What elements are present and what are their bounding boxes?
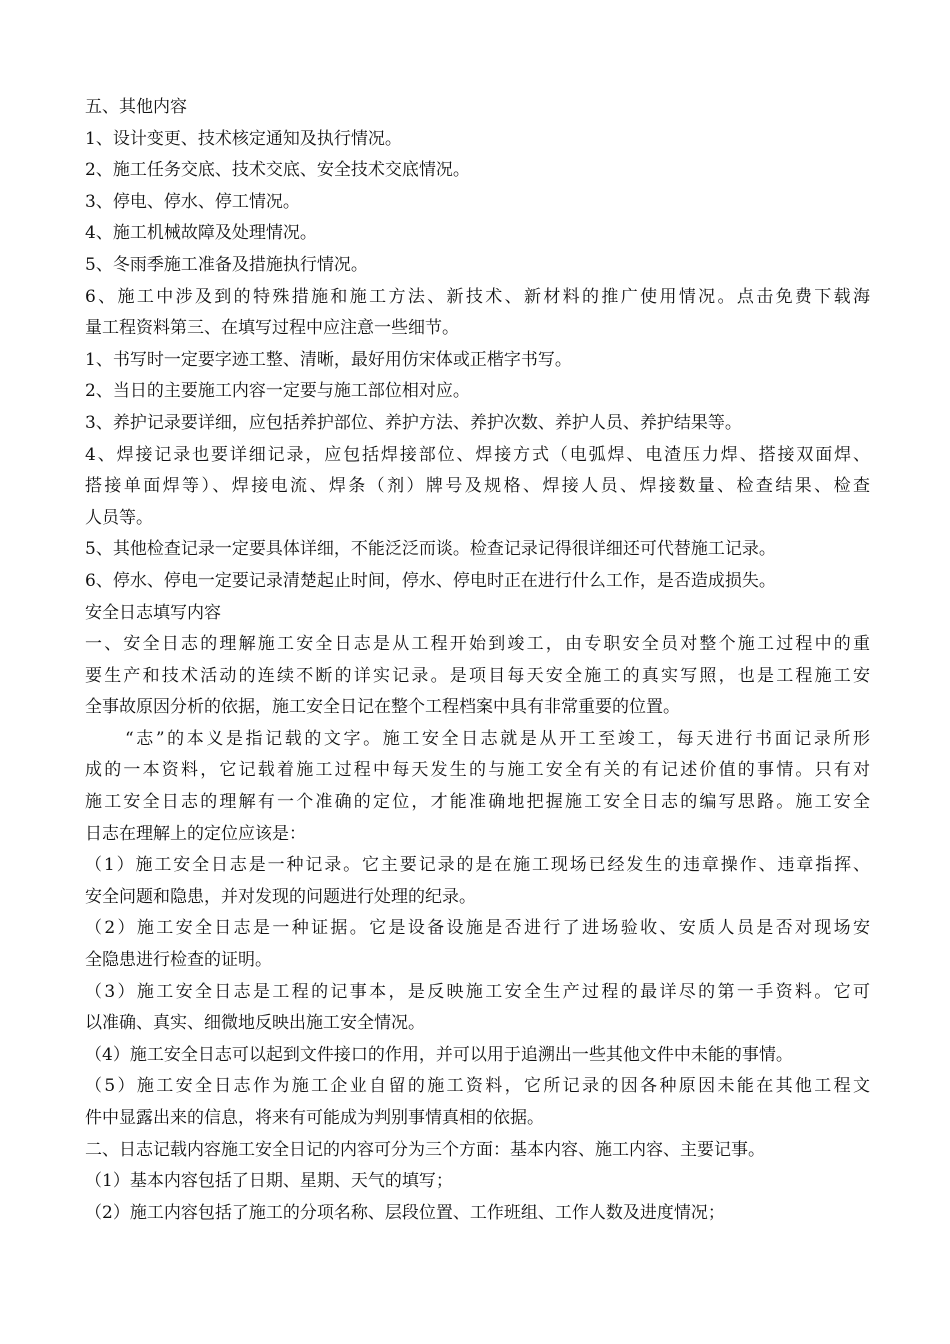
text-line: 以准确、真实、细微地反映出施工安全情况。 — [85, 1013, 425, 1034]
text-line: 二、日志记载内容施工安全日记的内容可分为三个方面：基本内容、施工内容、主要记事。 — [85, 1139, 765, 1160]
text-line: （1）施工安全日志是一种记录。它主要记录的是在施工现场已经发生的违章操作、违章指挥、 — [85, 855, 870, 876]
section-heading: 安全日志填写内容 — [85, 602, 221, 623]
text-line: 3、停电、停水、停工情况。 — [85, 191, 300, 212]
text-line: 3、养护记录要详细，应包括养护部位、养护方法、养护次数、养护人员、养护结果等。 — [85, 412, 742, 433]
text-line: 2、施工任务交底、技术交底、安全技术交底情况。 — [85, 160, 470, 181]
text-line: （3）施工安全日志是工程的记事本，是反映施工安全生产过程的最详尽的第一手资料。它可 — [85, 981, 870, 1002]
text-line: 4、施工机械故障及处理情况。 — [85, 223, 317, 244]
section-heading: 五、其他内容 — [85, 97, 187, 117]
text-line: （2）施工安全日志是一种证据。它是设备设施是否进行了进场验收、安质人员是否对现场安 — [85, 918, 870, 939]
text-line: “志”的本义是指记载的文字。施工安全日志就是从开工至竣工，每天进行书面记录所形 — [125, 728, 870, 749]
text-line: （4）施工安全日志可以起到文件接口的作用，并可以用于追溯出一些其他文件中未能的事情。 — [85, 1044, 793, 1065]
text-line: 人员等。 — [85, 507, 153, 528]
text-line: 件中显露出来的信息，将来有可能成为判别事情真相的依据。 — [85, 1108, 544, 1128]
text-line: 2、当日的主要施工内容一定要与施工部位相对应。 — [85, 381, 470, 402]
text-line: 6、施工中涉及到的特殊措施和施工方法、新技术、新材料的推广使用情况。点击免费下载海 — [85, 286, 870, 307]
text-line: 日志在理解上的定位应该是： — [85, 823, 306, 844]
text-line: 要生产和技术活动的连续不断的详实记录。是项目每天安全施工的真实写照，也是工程施工安 — [85, 665, 870, 686]
text-line: 量工程资料第三、在填写过程中应注意一些细节。 — [85, 318, 459, 339]
text-line: （2）施工内容包括了施工的分项名称、层段位置、工作班组、工作人数及进度情况； — [85, 1202, 725, 1223]
text-line: （5）施工安全日志作为施工企业自留的施工资料，它所记录的因各种原因未能在其他工程文 — [85, 1076, 870, 1097]
text-line: 5、其他检查记录一定要具体详细，不能泛泛而谈。检查记录记得很详细还可代替施工记录。 — [85, 539, 776, 560]
text-line: 5、冬雨季施工准备及措施执行情况。 — [85, 254, 368, 275]
text-line: 4、焊接记录也要详细记录，应包括焊接部位、焊接方式（电弧焊、电渣压力焊、搭接双面焊、 — [85, 444, 870, 465]
text-line: 全隐患进行检查的证明。 — [85, 950, 272, 971]
text-line: 1、设计变更、技术核定通知及执行情况。 — [85, 128, 402, 149]
text-line: 6、停水、停电一定要记录清楚起止时间，停水、停电时正在进行什么工作，是否造成损失。 — [85, 570, 776, 591]
text-line: 搭接单面焊等）、焊接电流、焊条（剂）牌号及规格、焊接人员、焊接数量、检查结果、检查 — [85, 476, 870, 497]
text-line: 施工安全日志的理解有一个准确的定位，才能准确地把握施工安全日志的编写思路。施工安全 — [85, 792, 870, 813]
text-line: 成的一本资料，它记载着施工过程中每天发生的与施工安全有关的有记述价值的事情。只有对 — [85, 760, 870, 781]
text-line: 全事故原因分析的依据，施工安全日记在整个工程档案中具有非常重要的位置。 — [85, 697, 680, 718]
text-line: 安全问题和隐患，并对发现的问题进行处理的纪录。 — [85, 886, 476, 907]
text-line: 1、书写时一定要字迹工整、清晰，最好用仿宋体或正楷字书写。 — [85, 349, 572, 370]
text-line: 一、安全日志的理解施工安全日志是从工程开始到竣工，由专职安全员对整个施工过程中的重 — [85, 634, 870, 655]
text-line: （1）基本内容包括了日期、星期、天气的填写； — [85, 1171, 453, 1192]
